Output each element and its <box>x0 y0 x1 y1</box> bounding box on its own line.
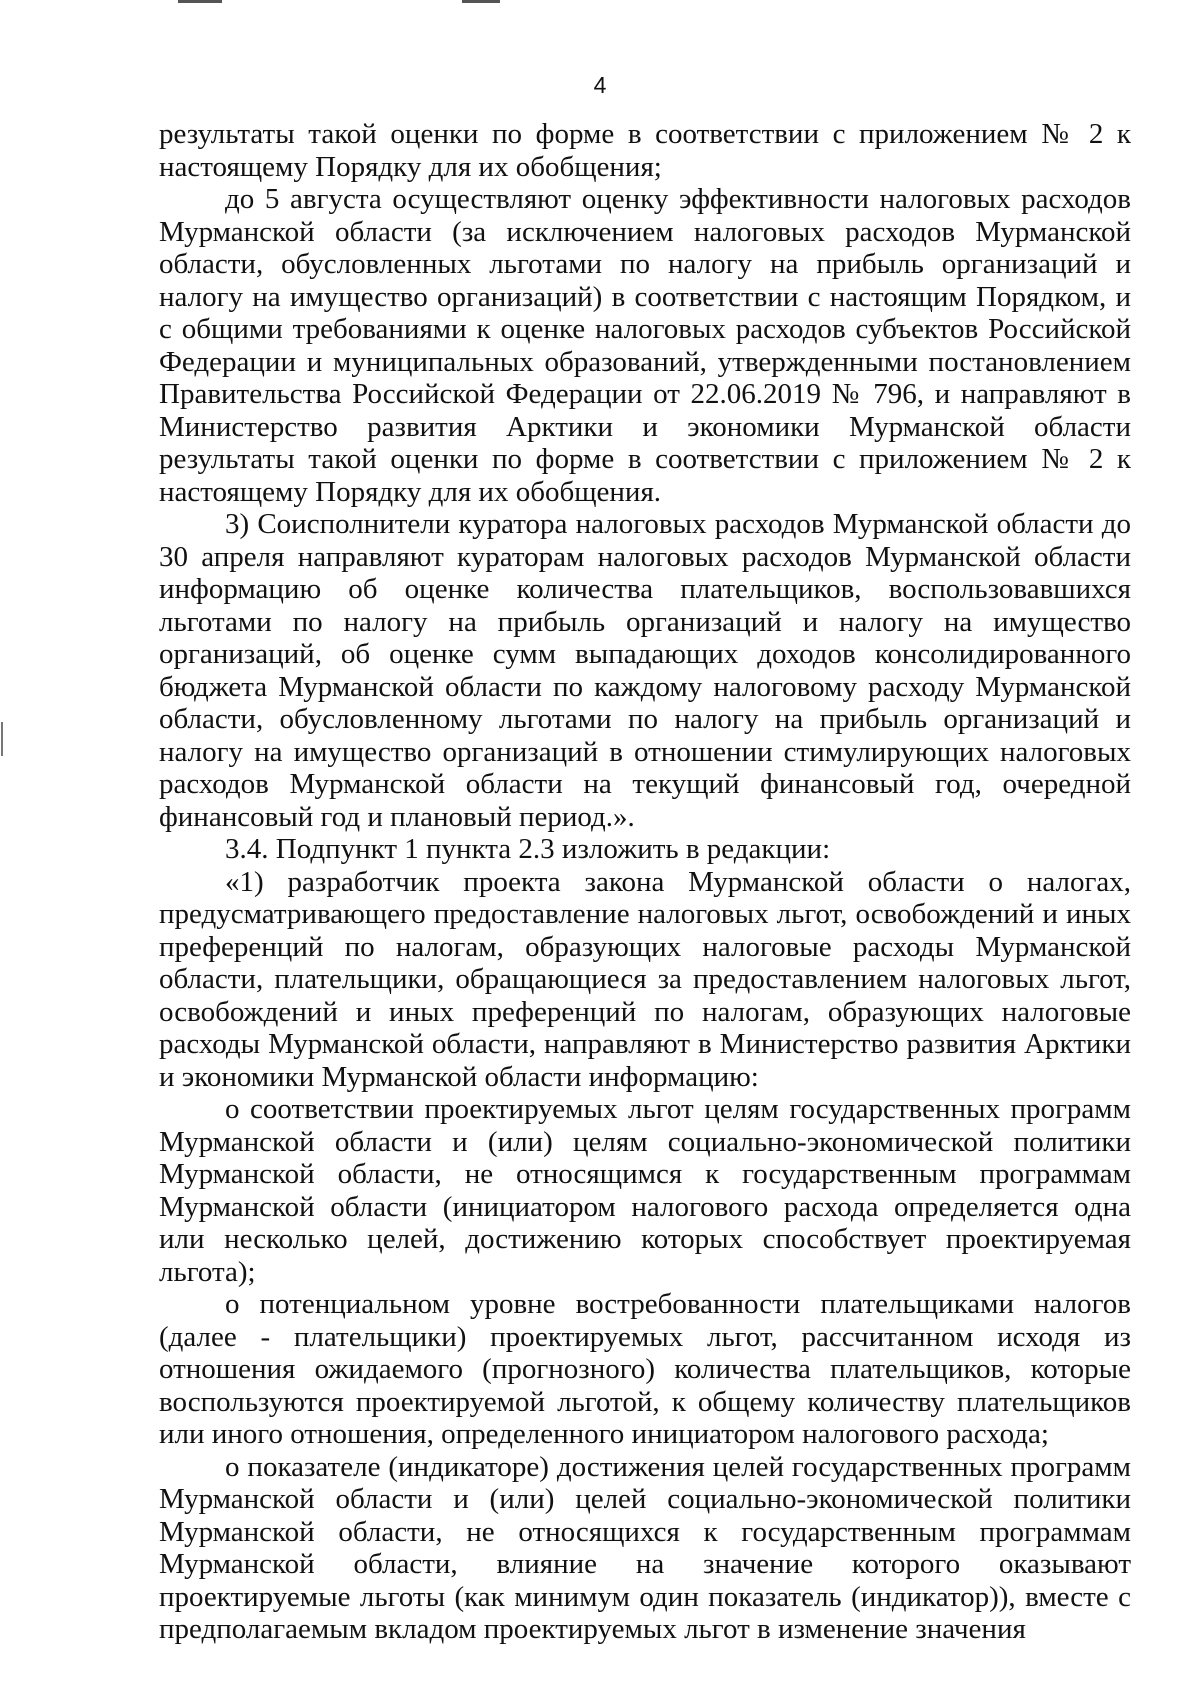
paragraph: 3) Соисполнители куратора налоговых расходов Мурманской области до 30 апреля направляют кураторам налоговых расходов Мурманской области информацию об оценке количества плательщиков, воспользовавшихся льготами по налогу на прибыль организаций и налогу на имущество организаций, об оценке сумм выпадающих доходов консолидированного бюджета Мурманской области по каждому налоговому расходу Мурманской области, обусловленному льготами по налогу на прибыль организаций и налогу на имущество организаций в отношении стимулирующих налоговых расходов Мурманской области на текущий финансовый год, очередной финансовый год и плановый период.». <box>159 508 1131 833</box>
paragraph: «1) разработчик проекта закона Мурманской области о налогах, предусматривающего предоставление налоговых льгот, освобождений и иных преференций по налогам, образующих налоговые расходы Мурманской области, плательщики, обращающиеся за предоставлением налоговых льгот, освобождений и иных преференций по налогам, образующих налоговые расходы Мурманской области, направляют в Министерство развития Арктики и экономики Мурманской области информацию: <box>159 865 1131 1093</box>
margin-artifact-mark <box>1 722 3 756</box>
paragraph: о потенциальном уровне востребованности плательщиками налогов (далее - плательщики) проектируемых льгот, рассчитанном исходя из отношения ожидаемого (прогнозного) количества плательщиков, которые воспользуются проектируемой льготой, к общему количеству плательщиков или иного отношения, определенного инициатором налогового расхода; <box>159 1288 1131 1450</box>
document-body <box>159 118 1131 1646</box>
paragraph: до 5 августа осуществляют оценку эффективности налоговых расходов Мурманской области (за исключением налоговых расходов Мурманской области, обусловленных льготами по налогу на прибыль организаций и налогу на имущество организаций) в соответствии с настоящим Порядком, и с общими требованиями к оценке налоговых расходов субъектов Российской Федерации и муниципальных образований, утвержденными постановлением Правительства Российской Федерации от 22.06.2019 № 796, и направляют в Министерство развития Арктики и экономики Мурманской области результаты такой оценки по форме в соответствии с приложением № 2 к настоящему Порядку для их обобщения. <box>159 183 1131 508</box>
paragraph: о соответствии проектируемых льгот целям государственных программ Мурманской области и (или) целям социально-экономической политики Мурманской области, не относящимся к государственным программам Мурманской области (инициатором налогового расхода определяется одна или несколько целей, достижению которых способствует проектируемая льгота); <box>159 1093 1131 1288</box>
scan-artifact-mark <box>462 0 500 3</box>
paragraph: результаты такой оценки по форме в соответствии с приложением № 2 к настоящему Порядку для их обобщения; <box>159 118 1131 183</box>
paragraph: о показателе (индикаторе) достижения целей государственных программ Мурманской области и (или) целей социально-экономической политики Мурманской области, не относящихся к государственным программам Мурманской области, влияние на значение которого оказывают проектируемые льготы (как минимум один показатель (индикатор)), вместе с предполагаемым вкладом проектируемых льгот в изменение значения <box>159 1450 1131 1645</box>
page-number: 4 <box>593 72 607 98</box>
scan-artifact-mark <box>178 0 222 3</box>
paragraph: 3.4. Подпункт 1 пункта 2.3 изложить в редакции: <box>225 833 831 865</box>
